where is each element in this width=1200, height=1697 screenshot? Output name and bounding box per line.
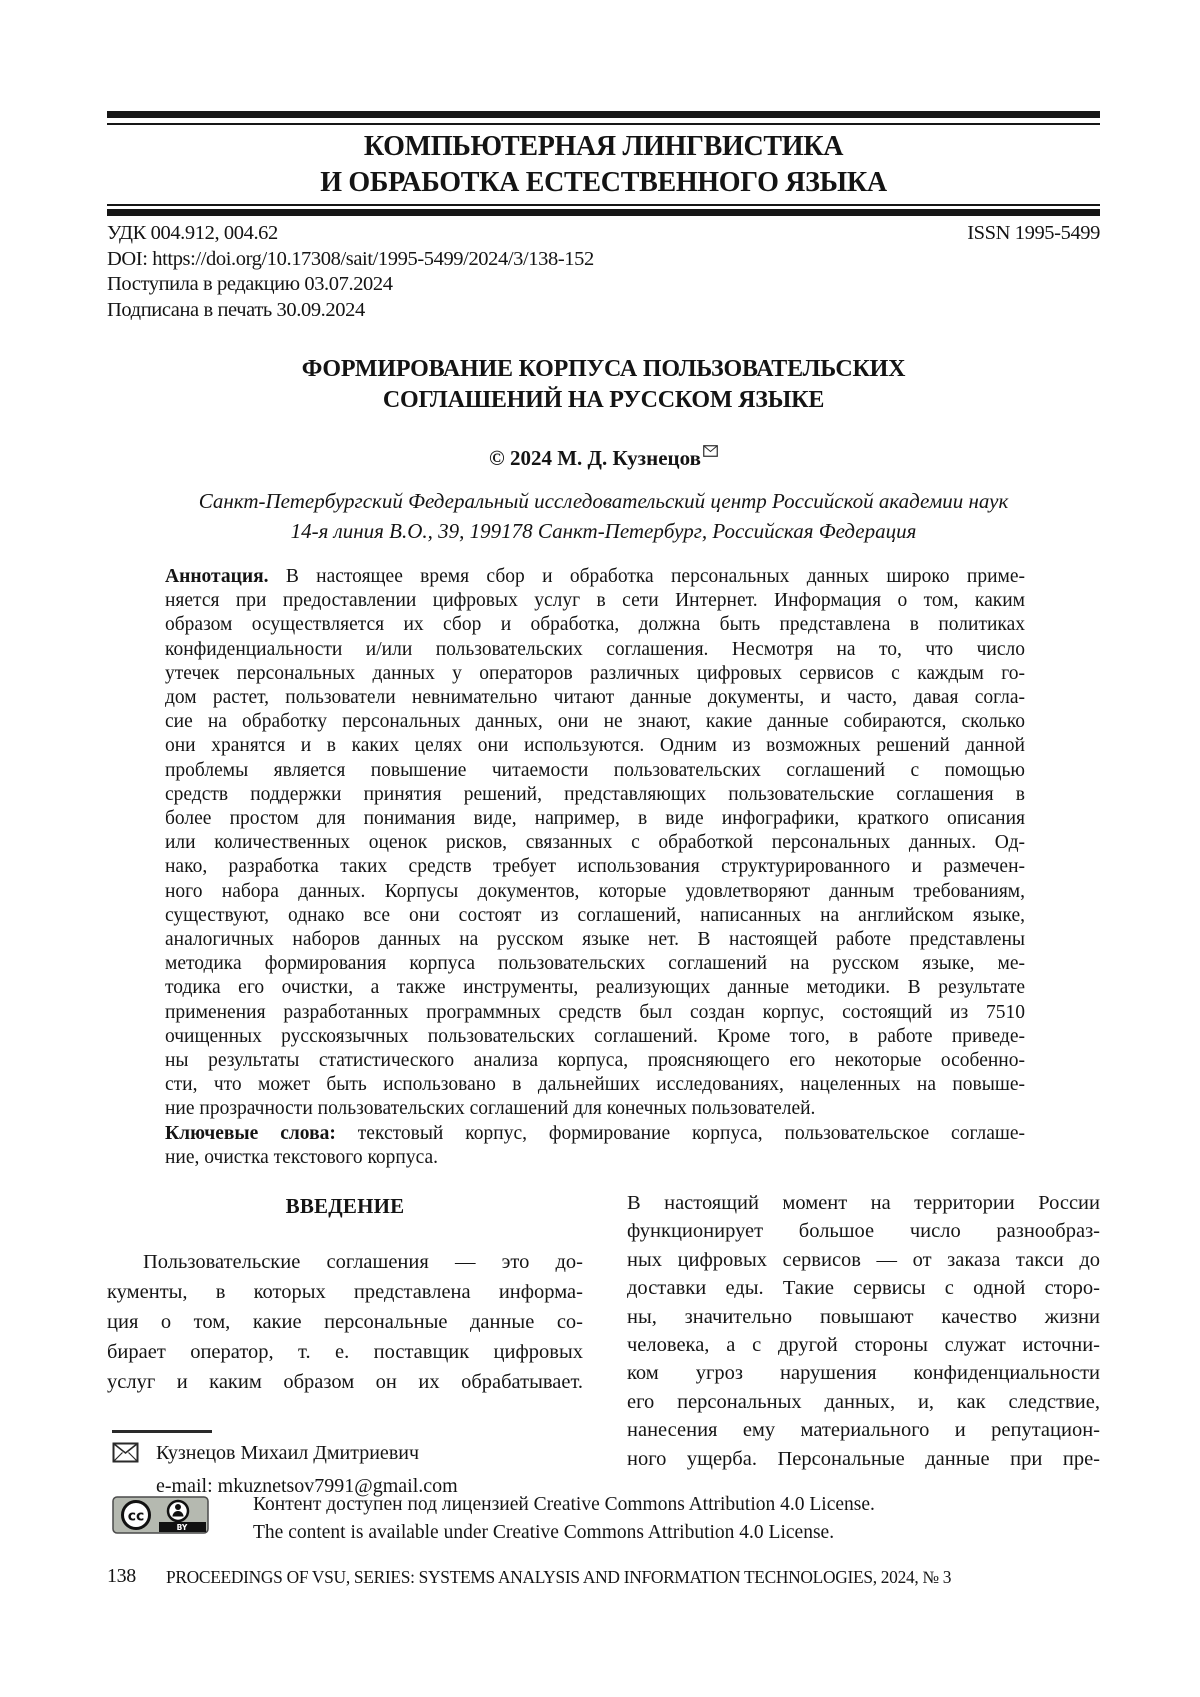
issn-number: ISSN 1995-5499	[967, 222, 1100, 244]
header-rule-thick-top	[107, 111, 1100, 118]
license-statement	[253, 1491, 1093, 1546]
text-line: сие на обработку персональных данных, они не знают, какие данные собираются, сколько	[165, 711, 1025, 733]
text-line: конфиденциальности и/или пользовательских соглашения. Несмотря на то, что число	[165, 638, 1025, 660]
journal-footer-line: PROCEEDINGS OF VSU, SERIES: SYSTEMS ANALYSIS AND INFORMATION TECHNOLOGIES, 2024, № 3	[166, 1567, 952, 1587]
abstract-last-line: ние прозрачности пользовательских соглашений для конечных пользователей.	[165, 1098, 816, 1120]
article-title	[107, 354, 1100, 416]
author-name: © 2024 М. Д. Кузнецов	[489, 446, 701, 470]
text-line: нанесения ему материального и репутацион-	[627, 1419, 1100, 1442]
text-line: ны, значительно повышают качество жизни	[627, 1305, 1100, 1328]
keywords-first-line: Ключевые слова: текстовый корпус, формирование корпуса, пользовательское соглаше-	[165, 1122, 1026, 1144]
text-line: аналогичных наборов данных на русском языке нет. В настоящей работе представлены	[165, 929, 1025, 951]
footnote-rule	[112, 1430, 212, 1433]
text-line: средств поддержки принятия решений, представляющих пользовательские соглашения в	[165, 783, 1025, 805]
text-line: они хранятся и в каких целях они используются. Одним из возможных решений данной	[165, 735, 1025, 757]
text-line: бирает оператор, т. е. поставщик цифровых	[107, 1341, 583, 1363]
abstract-block	[165, 565, 1025, 1170]
text-line: няется при предоставлении цифровых услуг в сети Интернет. Информация о том, каким	[165, 590, 1025, 612]
journal-title-line2: И ОБРАБОТКА ЕСТЕСТВЕННОГО ЯЗЫКА	[320, 167, 887, 198]
author-line	[107, 438, 1100, 471]
text-line: дом растет, пользователи невнимательно читают данные документы, и часто, давая согла-	[165, 687, 1025, 709]
abstract-first-line: Аннотация. В настоящее время сбор и обработка персональных данных широко приме-	[165, 566, 1025, 587]
left-column	[107, 1191, 583, 1397]
text-line: ных цифровых сервисов — от заказа такси до	[627, 1248, 1100, 1271]
text-line: очищенных русскоязычных пользовательских соглашений. Кроме того, в работе приведе-	[165, 1025, 1025, 1047]
section-heading-introduction: ВВЕДЕНИЕ	[285, 1194, 405, 1218]
footnote-author-name: Кузнецов Михаил Дмитриевич	[156, 1442, 420, 1464]
journal-section-title	[107, 129, 1100, 201]
text-line: ного набора данных. Корпусы документов, которые удовлетворяют данным требованиям,	[165, 880, 1025, 902]
keywords-label: Ключевые слова:	[165, 1122, 336, 1144]
license-line-en: The content is available under Creative Commons Attribution 4.0 License.	[253, 1521, 835, 1543]
envelope-icon	[112, 1442, 139, 1472]
text-line: его персональных данных, и, как следствие,	[627, 1390, 1100, 1413]
intro-paragraph-first-line: Пользовательские соглашения — это до-	[143, 1251, 583, 1273]
text-line: В настоящий момент на территории России	[627, 1192, 1100, 1214]
svg-text:BY: BY	[176, 1523, 188, 1533]
text-line: ция о том, какие персональные данные со-	[107, 1311, 583, 1333]
text-line: применения разработанных программных средств был создан корпус, состоящий из 7510	[165, 1001, 1025, 1023]
text-line: доставки еды. Такие сервисы с одной сторо-	[627, 1277, 1100, 1300]
text-line: ны результаты статистического анализа корпуса, проясняющего его некоторые особенно-	[165, 1050, 1025, 1072]
keywords-last-line: ние, очистка текстового корпуса.	[165, 1146, 439, 1168]
affiliation-line1: Санкт-Петербургский Федеральный исследовательский центр Российской академии наук	[198, 489, 1009, 513]
affiliation-line2: 14-я линия В.О., 39, 199178 Санкт-Петербург, Российская Федерация	[290, 519, 917, 543]
text-line: образом осуществляется их сбор и обработка, должна быть представлена в политиках	[165, 614, 1025, 636]
doi-link: DOI: https://doi.org/10.17308/sait/1995-5499/2024/3/138-152	[107, 247, 594, 270]
abstract-body	[165, 589, 1025, 1097]
envelope-icon	[703, 438, 718, 463]
text-line: тодика его очистки, а также инструменты, реализующих данные методики. В результате	[165, 977, 1025, 999]
intro-paragraph-last-line: услуг и каким образом он их обрабатывает.	[107, 1371, 583, 1393]
text-line: более простом для понимания виде, например, в виде инфографики, краткого описания	[165, 808, 1025, 830]
footnote-email: e-mail: mkuznetsov7991@gmail.com	[156, 1475, 458, 1497]
page-number: 138	[107, 1565, 136, 1587]
header-rule-thin-bottom	[107, 204, 1100, 206]
text-line: человека, а с другой стороны служат источни-	[627, 1334, 1100, 1357]
text-line: проблемы является повышение читаемости пользовательских соглашений с помощью	[165, 759, 1025, 781]
text-line: утечек персональных данных у операторов различных цифровых сервисов с каждым го-	[165, 662, 1025, 684]
journal-title-line1: КОМПЬЮТЕРНАЯ ЛИНГВИСТИКА	[363, 131, 844, 162]
affiliation	[107, 486, 1100, 546]
text-line: кументы, в которых представлена информа-	[107, 1281, 583, 1303]
text-line: методика формирования корпуса пользовательских соглашений на русском языке, ме-	[165, 953, 1025, 975]
received-date: Поступила в редакцию 03.07.2024	[107, 273, 393, 295]
svg-text:cc: cc	[127, 1508, 145, 1525]
text-line: ком угроз нарушения конфиденциальности	[627, 1362, 1100, 1385]
article-title-line1: ФОРМИРОВАНИЕ КОРПУСА ПОЛЬЗОВАТЕЛЬСКИХ	[301, 356, 906, 382]
right-column	[627, 1189, 1100, 1473]
text-line: или количественных оценок рисков, связанных с обработкой персональных данных. Од-	[165, 832, 1025, 854]
accepted-date: Подписана в печать 30.09.2024	[107, 298, 365, 321]
article-metadata	[107, 221, 1100, 323]
udk-number: УДК 004.912, 004.62	[107, 222, 278, 244]
intro-paragraph-body	[107, 1277, 583, 1367]
article-title-line2: СОГЛАШЕНИЙ НА РУССКОМ ЯЗЫКЕ	[382, 387, 825, 413]
text-line: сти, что может быть использовано в дальнейших исследованиях, нацеленных на повыше-	[165, 1074, 1025, 1096]
cc-by-badge-icon	[112, 1496, 209, 1539]
text-line: нако, разработка таких средств требует использования структурированного и размечен-	[165, 856, 1025, 878]
header-rule-thick-bottom	[107, 209, 1100, 216]
text-line: ного ущерба. Персональные данные при пре-	[627, 1447, 1100, 1470]
license-line-ru: Контент доступен под лицензией Creative Commons Attribution 4.0 License.	[253, 1494, 875, 1515]
text-line: функционирует большое число разнообраз-	[627, 1220, 1100, 1243]
abstract-label: Аннотация.	[165, 566, 269, 587]
header-rule-thin-top	[107, 123, 1100, 125]
text-line: существуют, однако все они состоят из соглашений, написанных на английском языке,	[165, 904, 1025, 926]
